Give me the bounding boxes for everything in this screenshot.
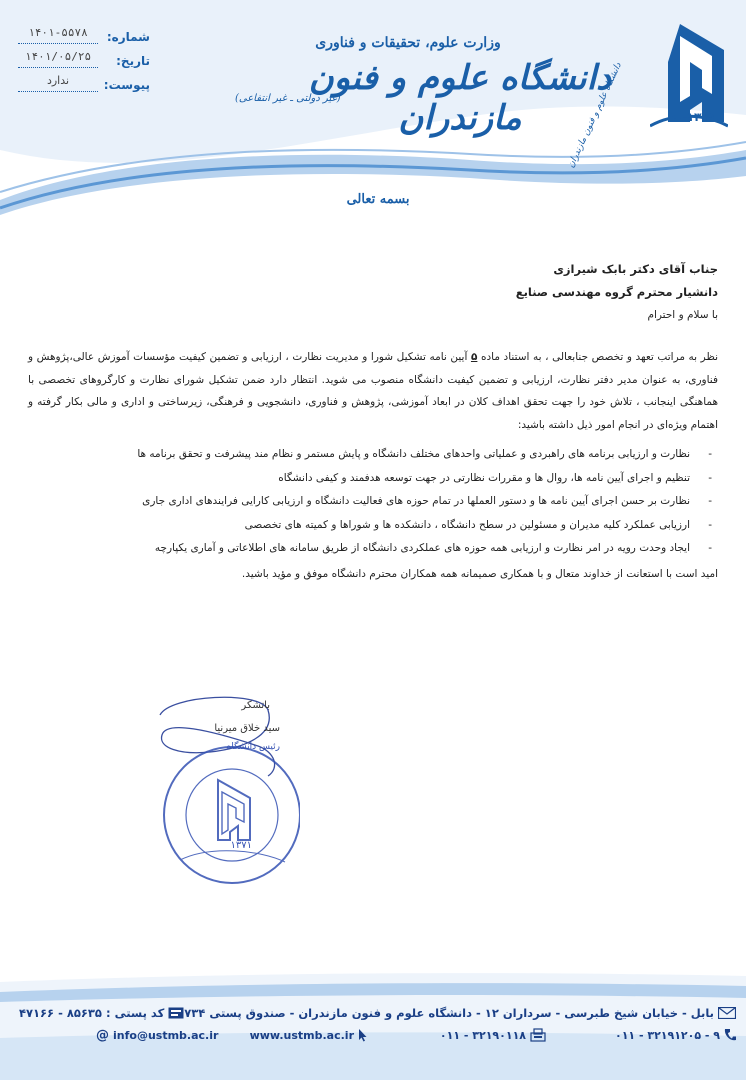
at-sign-icon: @ [96,1027,109,1043]
cursor-icon [358,1028,368,1042]
closing-text: امید است با استعانت از خداوند متعال و با همکاری صمیمانه همه همکاران محترم دانشگاه موفق و مؤید باشید. [241,568,718,580]
footer-contact-row [0,1025,746,1045]
official-stamp [164,747,300,883]
fax-item [440,1028,546,1042]
recipient-title: دانشیار محترم گروه مهندسی صنایع [515,285,718,299]
signature-thanks: باتشکر [241,700,270,711]
logo-year: ۱۳۷۱ [686,110,716,124]
list-item: - نظارت بر حسن اجرای آیین نامه ها و دستور العملها در تمام حوزه های فعالیت دانشگاه و ارزیابی کارایی فرایندهای اداری جاری [28,490,718,514]
ministry-title: وزارت علوم، تحقیقات و فناوری [315,35,501,51]
footer-fax: ۰۱۱ - ۳۲۱۹۰۱۱۸ [439,1028,526,1042]
address-item [184,1006,736,1020]
footer-postal-code: کد پستی : ۸۵۶۳۵ - ۴۷۱۶۶ [18,1006,165,1020]
attachment-value: ندارد [18,73,98,92]
list-item: - ارزیابی عملکرد کلیه مدیران و مسئولین در سطح دانشگاه ، دانشکده ها و شوراها و کمیته های تخصصی [28,514,718,538]
attachment-label: پیوست: [103,78,150,92]
signer-title: رئیس دانشگاه [226,742,280,752]
date-value: ۱۴۰۱/۰۵/۲۵ [18,49,98,68]
article-number: ۵ [470,351,478,363]
phone-icon [724,1028,736,1042]
paragraph-part1: نظر به مراتب تعهد و تخصص جنابعالی ، به استناد ماده [477,351,719,363]
meta-number-row [18,20,150,44]
phone-item [615,1028,736,1042]
bismillah-heading: بسمه تعالی [346,192,410,207]
signer-name: سید خلاق میرنیا [214,723,280,734]
number-label: شماره: [106,30,150,44]
footer-address: بابل - خیابان شیخ طبرسی - سرداران ۱۲ - دانشگاه علوم و فنون مازندران - صندوق پستی ۷۳۴ [184,1006,714,1020]
footer-email[interactable]: info@ustmb.ac.ir [113,1028,219,1042]
footer-phone: ۰۱۱ - ۳۲۱۹۱۲۰۵ - ۹ [614,1028,720,1042]
list-item: - تنظیم و اجرای آیین نامه ها، روال ها و مقررات نظارتی در جهت توسعه هدفمند و کیفی دانشگاه [28,467,718,491]
meta-date-row [18,44,150,68]
letter-meta [18,20,150,92]
duties-list [28,443,718,561]
stamp-year: ۱۳۷۱ [230,840,252,851]
list-item: - نظارت و ارزیابی برنامه های راهبردی و عملیاتی واحدهای مختلف دانشگاه و پایش مستمر و نظام مند پیشرفت و تحقق برنامه ها [28,443,718,467]
recipient-name: جناب آقای دکتر بابک شیرازی [553,262,718,276]
fax-icon [530,1028,546,1042]
number-value: ۱۴۰۱-۵۵۷۸ [18,25,98,44]
university-type: (غیر دولتی ـ غیر انتفاعی) [235,93,341,104]
website-item[interactable] [250,1028,368,1042]
logo-vertical-text: دانشگاه علوم و فنون مازندران [566,61,624,170]
footer-website[interactable]: www.ustmb.ac.ir [249,1028,354,1042]
meta-attachment-row [18,68,150,92]
footer-address-row [0,1002,746,1024]
main-paragraph [28,346,718,436]
postal-code-icon [168,1007,184,1019]
greeting: با سلام و احترام [647,309,718,321]
signature-block [150,690,300,920]
recipient-block [28,258,718,327]
email-item[interactable] [96,1028,218,1043]
date-label: تاریخ: [116,54,150,68]
paragraph-part2: آیین نامه تشکیل شورا و مدیریت نظارت ، ارزیابی و تضمین کیفیت مؤسسات آموزش عالی،پژوهش و فناوری، به عنوان مدیر دفتر نظارت، ارزیابی و تضمین کیفیت دانشگاه منصوب می شوید. انتظار دارد ضمن تشکیل شورای نظارت و کارگروهای تخصصی با هماهنگی اینجانب ، تلاش خود را جهت تحقق اهداف کلان در ابعاد آموزشی، پژوهش و فناوری، دانشجویی و فرهنگی، زیرساختی و اداری و مالی بکار گرفته و اهتمام ویژه‌ای در انجام امور ذیل داشته باشید: [28,351,718,431]
postal-item [19,1006,184,1020]
envelope-icon [718,1007,736,1019]
list-item: - ایجاد وحدت رویه در امر نظارت و ارزیابی همه حوزه های عملکردی دانشگاه از طریق سامانه های اطلاعاتی و آماری یکپارچه [28,537,718,561]
university-name: دانشگاه علوم و فنون مازندران [308,58,612,138]
